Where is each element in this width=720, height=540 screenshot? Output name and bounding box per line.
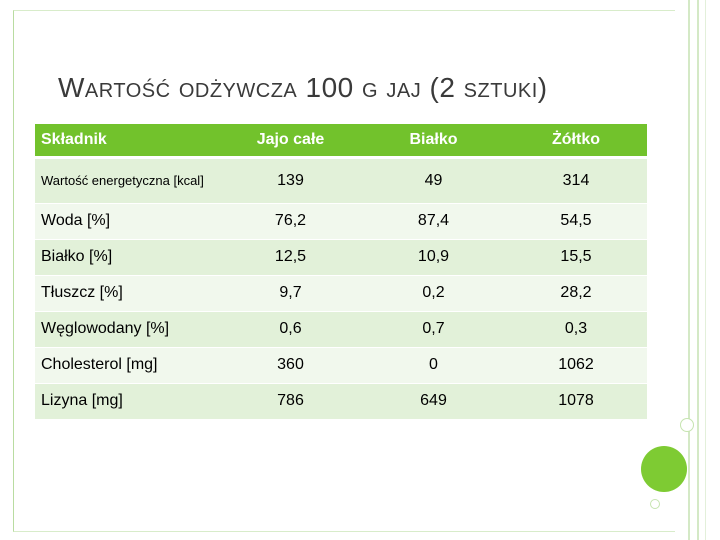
table-cell: 15,5 bbox=[505, 239, 647, 275]
table-row bbox=[35, 383, 647, 419]
column-header-egg-yolk: Żółtko bbox=[505, 124, 647, 157]
row-label: Białko [%] bbox=[35, 239, 219, 275]
table-row bbox=[35, 311, 647, 347]
table-cell: 0,7 bbox=[362, 311, 505, 347]
row-label: Cholesterol [mg] bbox=[35, 347, 219, 383]
row-label: Wartość energetyczna [kcal] bbox=[35, 157, 219, 203]
table-cell: 76,2 bbox=[219, 203, 362, 239]
column-header-whole-egg: Jajo całe bbox=[219, 124, 362, 157]
decorative-line bbox=[697, 0, 699, 540]
table-row bbox=[35, 203, 647, 239]
table-cell: 0,6 bbox=[219, 311, 362, 347]
table-cell: 12,5 bbox=[219, 239, 362, 275]
table-cell: 139 bbox=[219, 157, 362, 203]
table-cell: 9,7 bbox=[219, 275, 362, 311]
decorative-circle-small bbox=[650, 499, 660, 509]
table-cell: 314 bbox=[505, 157, 647, 203]
nutrition-table bbox=[35, 124, 647, 420]
decorative-line bbox=[688, 0, 690, 540]
table-cell: 360 bbox=[219, 347, 362, 383]
slide-title: Wartość odżywcza 100 g jaj (2 sztuki) bbox=[58, 72, 548, 103]
table-cell: 87,4 bbox=[362, 203, 505, 239]
table-cell: 0 bbox=[362, 347, 505, 383]
table-row bbox=[35, 157, 647, 203]
table-header-row bbox=[35, 124, 647, 157]
column-header-egg-white: Białko bbox=[362, 124, 505, 157]
table-cell: 28,2 bbox=[505, 275, 647, 311]
decorative-circle-green bbox=[641, 446, 687, 492]
row-label: Tłuszcz [%] bbox=[35, 275, 219, 311]
row-label: Woda [%] bbox=[35, 203, 219, 239]
table-row bbox=[35, 275, 647, 311]
table-cell: 1062 bbox=[505, 347, 647, 383]
decorative-circle-small bbox=[680, 418, 694, 432]
table-row bbox=[35, 239, 647, 275]
decorative-line bbox=[705, 0, 706, 540]
table-cell: 786 bbox=[219, 383, 362, 419]
column-header-ingredient: Składnik bbox=[35, 124, 219, 157]
table-cell: 0,2 bbox=[362, 275, 505, 311]
row-label: Lizyna [mg] bbox=[35, 383, 219, 419]
table-cell: 649 bbox=[362, 383, 505, 419]
table-cell: 1078 bbox=[505, 383, 647, 419]
table-row bbox=[35, 347, 647, 383]
row-label: Węglowodany [%] bbox=[35, 311, 219, 347]
table-cell: 49 bbox=[362, 157, 505, 203]
table-cell: 10,9 bbox=[362, 239, 505, 275]
table-cell: 54,5 bbox=[505, 203, 647, 239]
table-cell: 0,3 bbox=[505, 311, 647, 347]
